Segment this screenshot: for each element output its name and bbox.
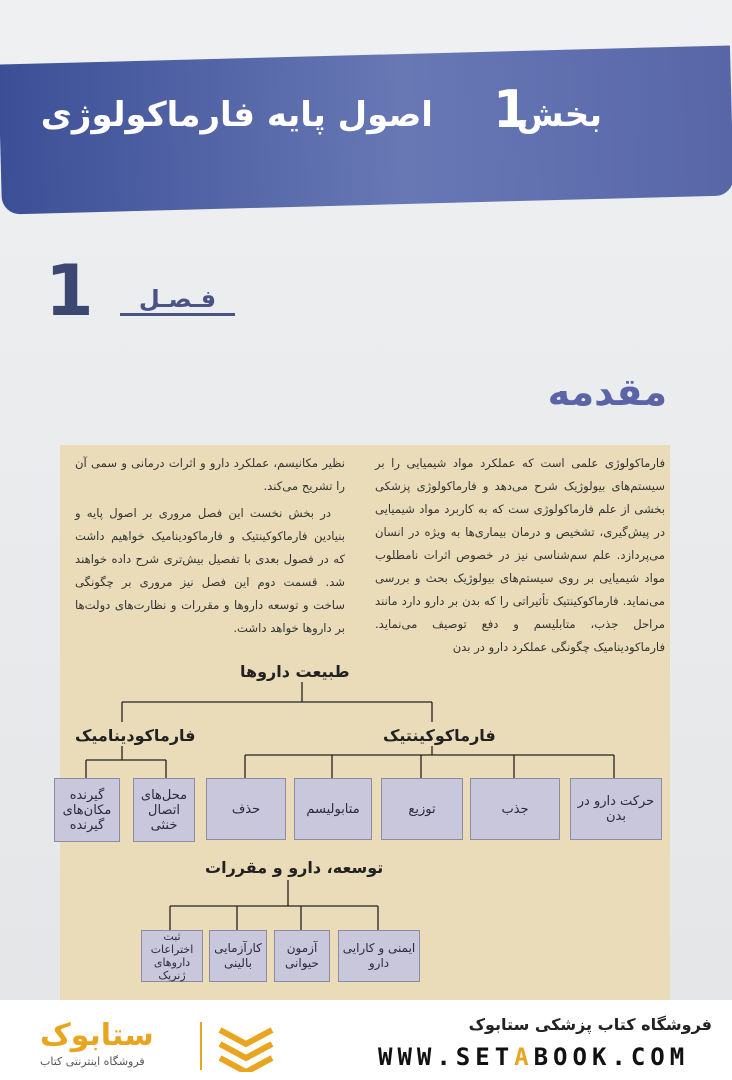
node-animal-test: آزمون حیوانی xyxy=(274,930,330,982)
section-label: بخش xyxy=(516,95,602,135)
diagram-root: طبیعت داروها xyxy=(240,662,350,681)
paragraph-right: فارماکولوژی علمی است که عملکرد مواد شیمیایی را بر سیستم‌های بیولوژیک شرح می‌دهد و فارماکولوژی پزشکی بخشی از علم فارماکولوژی ست که به کاربرد مواد شیمیایی در پیش‌گیری، تشخیص و درمان بیماری‌ها به ویژه در انسان می‌پردازد. علم سم‌شناسی نیز در خصوص اثرات نامطلوب مواد شیمیایی بر روی سیستم‌های بیولوژیک بحث و بررسی می‌نماید. فارماکوکینتیک تأثیراتی را که بدن بر دارو دارد مانند مراحل جذب، متابلیسم و دفع توصیف می‌نماید. فارماکودینامیک چگونگی عملکرد دارو در بدن xyxy=(375,456,665,654)
paragraph-left-1: نظیر مکانیسم، عملکرد دارو و اثرات درمانی و سمی آن را تشریح می‌کند. xyxy=(75,456,345,493)
logo-text: ستابوک xyxy=(40,1018,154,1053)
diagram-development: توسعه، دارو و مقررات xyxy=(205,858,384,877)
diagram-pharmacokinetics: فارماکوکینتیک xyxy=(383,726,496,745)
section-title-text: اصول پایه فارماکولوژی xyxy=(40,95,433,135)
paragraph-left-2: در بخش نخست این فصل مروری بر اصول پایه و بنیادین فارماکوکینتیک و فارماکودینامیک خواهیم داشت که در فصول بعدی با تفصیل بیش‌تری شرح داده خواهند شد. قسمت دوم این فصل نیز مروری بر چگونگی ساخت و توسعه داروها و مقررات و نظارت‌های دولت‌ها بر داروها خواهد داشت. xyxy=(75,506,345,635)
node-drug-movement: حرکت دارو در بدن xyxy=(570,778,662,840)
node-safety-efficacy: ایمنی و کارایی دارو xyxy=(338,930,420,982)
node-distribution: توزیع xyxy=(381,778,463,840)
url-part-1: WWW.SET xyxy=(378,1043,515,1071)
node-patents-generics: ثبت اختراعات داروهای ژنریک xyxy=(141,930,203,982)
page-title: مقدمه xyxy=(547,370,667,414)
node-clinical-trial: کارآزمایی بالینی xyxy=(209,930,267,982)
shop-url[interactable] xyxy=(378,1043,689,1071)
url-part-2: BOOK.COM xyxy=(533,1043,690,1071)
diagram-pharmacodynamics: فارماکودینامیک xyxy=(75,726,196,745)
logo-separator xyxy=(200,1022,202,1070)
logo-subtitle: فروشگاه اینترنتی کتاب xyxy=(40,1055,145,1068)
node-absorption: جذب xyxy=(470,778,560,840)
node-receptors: گیرنده مکان‌های گیرنده xyxy=(54,778,120,842)
node-neutral-binding-sites: محل‌های اتصال خنثی xyxy=(133,778,195,842)
node-elimination: حذف xyxy=(206,778,286,840)
chapter-number: 1 xyxy=(45,250,94,332)
shop-name: فروشگاه کتاب پزشکی ستابوک xyxy=(468,1015,712,1034)
section-number: 1 xyxy=(493,80,530,140)
chapter-label: فـصـل xyxy=(120,285,235,316)
url-accent: A xyxy=(514,1043,534,1071)
node-metabolism: متابولیسم xyxy=(294,778,372,840)
logo-chevron-icon xyxy=(214,1022,278,1072)
